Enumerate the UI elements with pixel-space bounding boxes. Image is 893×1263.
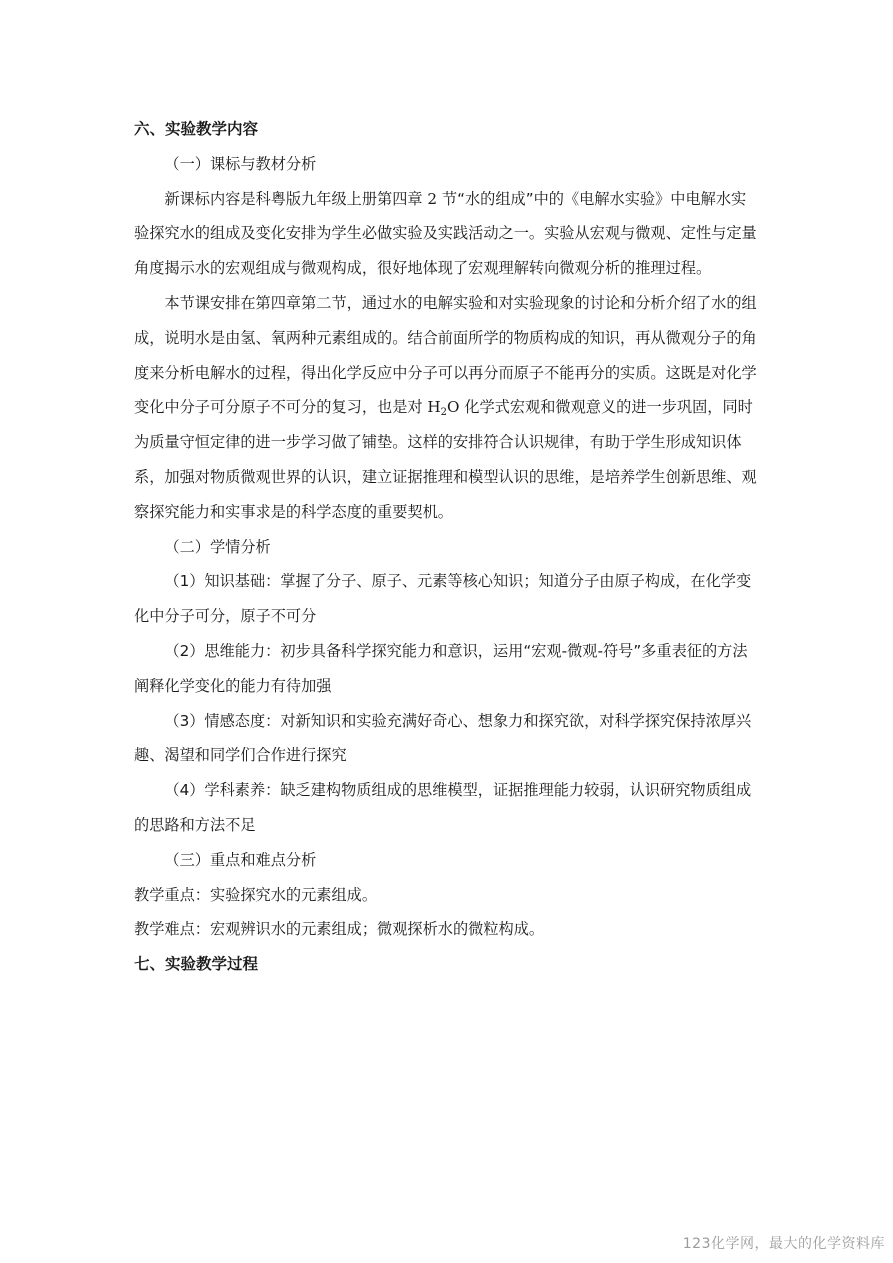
formula-subscript: 2 — [440, 407, 448, 419]
text-run: 节“水的组成”中的《电解水实验》中电解水实验探究水的组成及变化安排为学生必做实验及实践活动之一。实验从宏观与微观、定性与定量角度揭示水的宏观组成与微观构成，很好地体现了宏观理解转向微观分析的推理过程。 — [134, 189, 757, 278]
student-analysis-item: （4）学科素养：缺乏建构物质组成的思维模型，证据推理能力较弱，认识研究物质组成的思路和方法不足 — [134, 781, 752, 834]
subsection-3-title: （三）重点和难点分析 — [164, 850, 317, 869]
textbook-analysis-paragraph — [134, 286, 760, 530]
section-6-heading: 六、实验教学内容 — [134, 120, 259, 138]
section-7-heading: 七、实验教学过程 — [134, 955, 259, 974]
student-analysis-item: （1）知识基础：掌握了分子、原子、元素等核心知识；知道分子由原子构成，在化学变化中分子可分，原子不可分 — [134, 572, 752, 626]
teaching-difficulty: 教学难点：宏观辨识水的元素组成；微观探析水的微粒构成。 — [134, 920, 545, 939]
curriculum-analysis-paragraph — [134, 182, 760, 286]
water-formula — [427, 398, 460, 419]
subsection-1-title: （一）课标与教材分析 — [164, 154, 317, 173]
text-run: 化学式宏观和微观意义的进一步巩固，同时为质量守恒定律的进一步学习做了铺垫。这样的安排符合认识规律，有助于学生形成知识体系，加强对物质微观世界的认识，建立证据推理和模型认识的思维，是培养学生创新思维、观察探究能力和实事求是的科学态度的重要契机。 — [134, 398, 757, 521]
student-analysis-item: （3）情感态度：对新知识和实验充满好奇心、想象力和探究欲，对科学探究保持浓厚兴趣、渴望和同学们合作进行探究 — [134, 711, 752, 765]
text-run: 本节课安排在第四章第二节，通过水的电解实验和对实验现象的讨论和分析介绍了水的组成，说明水是由氢、氧两种元素组成的。结合前面所学的物质构成的知识，再从微观分子的角度来分析电解水的过程，得出化学反应中分子可以再分而原子不能再分的实质。这既是对化学变化中分子可分原子不可分的复习，也是对 — [134, 293, 757, 417]
document-body — [134, 112, 760, 982]
teaching-key-point: 教学重点：实验探究水的元素组成。 — [134, 885, 377, 904]
text-run: 新课标内容是科粤版九年级上册第四章 — [164, 189, 428, 208]
formula-h: H — [427, 398, 441, 417]
subsection-2-title: （二）学情分析 — [164, 537, 271, 556]
student-analysis-item: （2）思维能力：初步具备科学探究能力和意识，运用“宏观-微观-符号”多重表征的方法阐释化学变化的能力有待加强 — [134, 641, 748, 695]
site-watermark: 123化学网，最大的化学资料库 — [682, 1236, 885, 1252]
chapter-number: 2 — [427, 189, 438, 208]
formula-o: O — [447, 398, 460, 417]
